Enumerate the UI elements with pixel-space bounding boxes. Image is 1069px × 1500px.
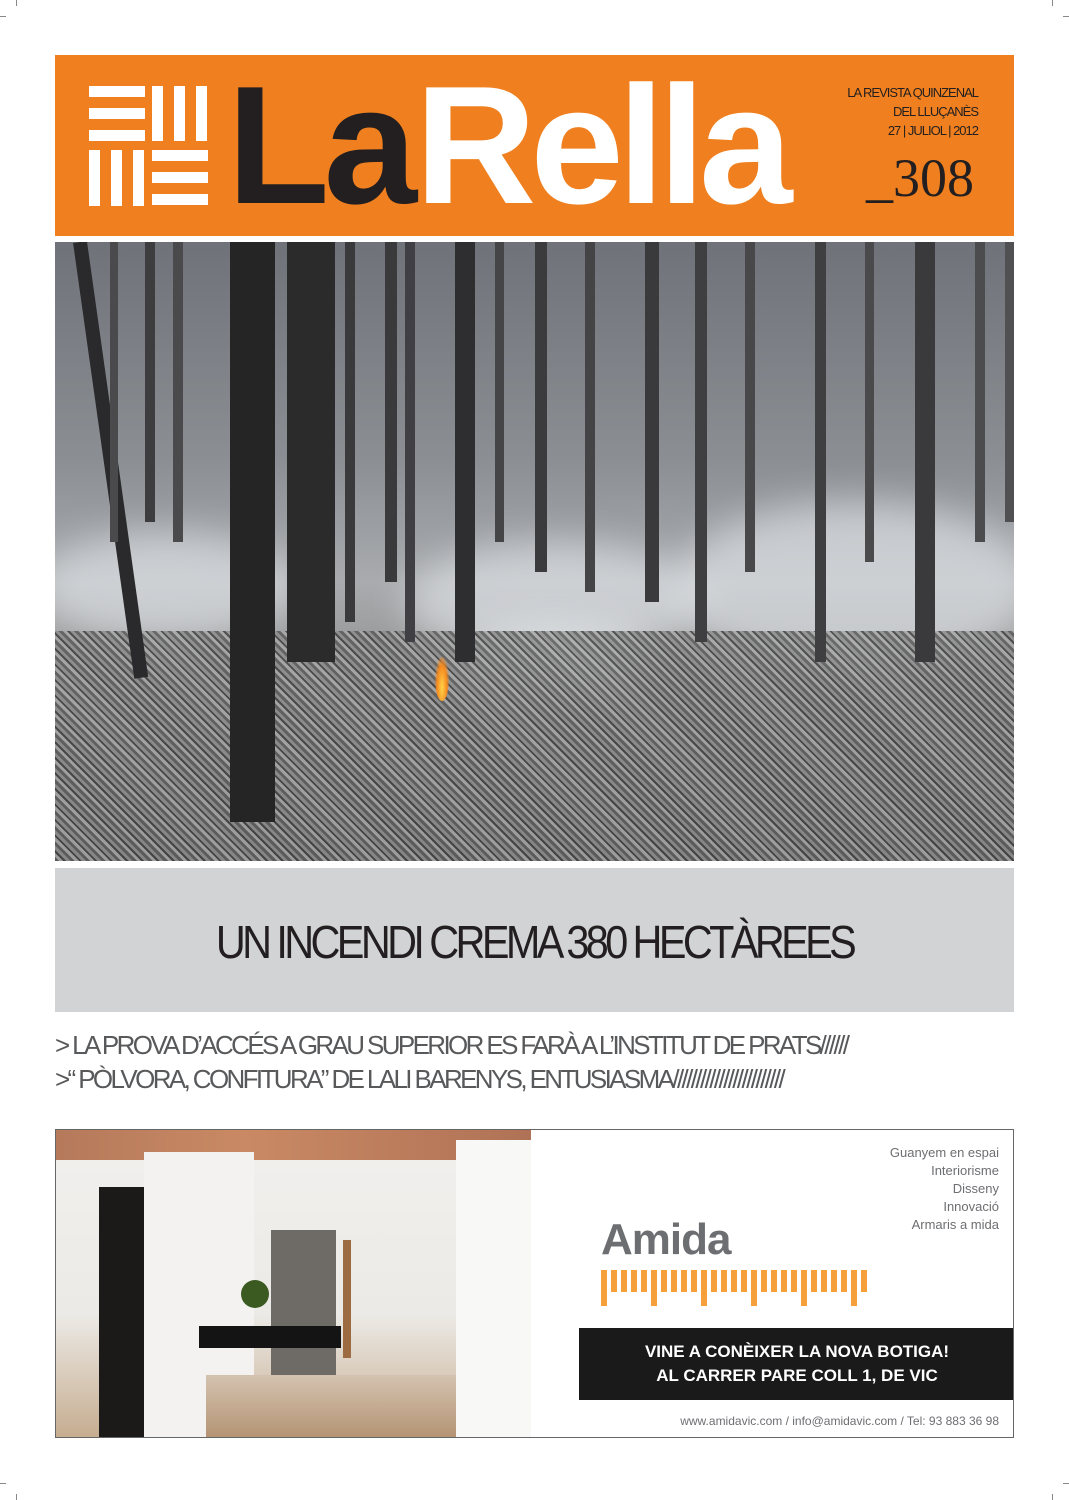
crop-mark — [1052, 1494, 1053, 1500]
teaser-item[interactable]: >“ PÒLVORA, CONFITURA” DE LALI BARENYS, ENTUSIASMA//////////////////////// — [55, 1064, 784, 1094]
ad-services-list — [890, 1144, 999, 1234]
tagline-line1: LA REVISTA QUINZENAL — [847, 85, 978, 100]
ad-cta-line2: AL CARRER PARE COLL 1, DE VIC — [656, 1366, 938, 1385]
masthead — [55, 51, 1014, 239]
ad-service-item: Guanyem en espai — [889, 1145, 999, 1160]
ruler-logo-icon — [601, 1270, 867, 1306]
ad-cta-line1: VINE A CONÈIXER LA NOVA BOTIGA! — [644, 1342, 950, 1361]
ad-cta-banner[interactable] — [579, 1328, 1014, 1400]
crop-mark — [0, 1483, 6, 1484]
ad-service-item: Interiorisme — [931, 1163, 999, 1178]
ad-service-item: Disseny — [952, 1181, 999, 1196]
ad-brand-name: Amida — [601, 1215, 731, 1264]
masthead-title-la: La — [227, 51, 412, 239]
masthead-title-rella: Rella — [415, 51, 787, 239]
main-headline: UN INCENDI CREMA 380 HECTÀREES — [215, 916, 854, 968]
ad-service-item: Armaris a mida — [911, 1217, 999, 1232]
flame — [435, 657, 449, 701]
ad-interior-photo — [56, 1130, 531, 1437]
issue-date: 27 | JULIOL | 2012 — [887, 123, 978, 138]
headline-band — [55, 868, 1014, 1012]
teaser-list — [55, 1028, 1015, 1096]
issue-info — [847, 83, 978, 140]
crop-mark — [16, 0, 17, 6]
teaser-item[interactable]: > LA PROVA D’ACCÉS A GRAU SUPERIOR ES FARÀ A L’INSTITUT DE PRATS////// — [55, 1030, 848, 1060]
rella-logo-icon — [89, 86, 208, 206]
hero-photo — [55, 242, 1014, 861]
tagline-line2: DEL LLUÇANÈS — [892, 104, 978, 119]
plant-icon — [241, 1280, 269, 1308]
ad-service-item: Innovació — [943, 1199, 999, 1214]
ad-contact-info[interactable]: www.amidavic.com / info@amidavic.com / Tel: 93 883 36 98 — [680, 1414, 999, 1428]
advertisement[interactable] — [55, 1129, 1014, 1438]
crop-mark — [0, 16, 6, 17]
crop-mark — [1063, 16, 1069, 17]
crop-mark — [16, 1494, 17, 1500]
crop-mark — [1052, 0, 1053, 6]
crop-mark — [1063, 1483, 1069, 1484]
issue-number: _308 — [866, 148, 974, 208]
